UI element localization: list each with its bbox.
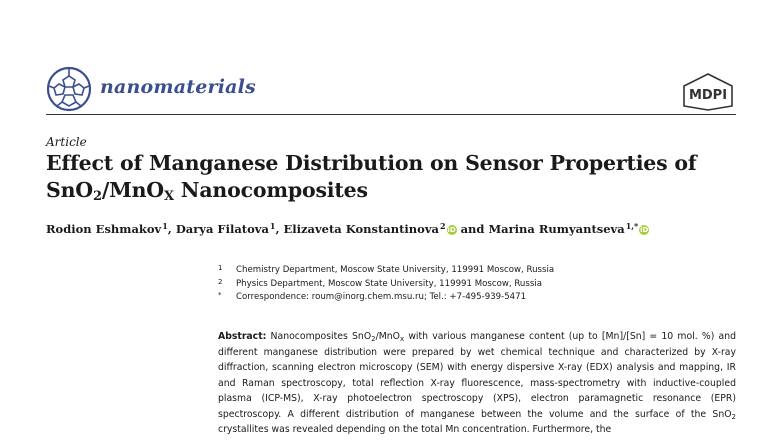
author-name[interactable]: Marina Rumyantseva — [488, 222, 625, 236]
journal-name: nanomaterials — [100, 76, 256, 98]
header-rule — [46, 114, 736, 115]
abstract: Abstract: Nanocomposites SnO$_2$/MnO$_x$ with various manganese content (up to [Mn]/[Sn] = 10 mol. %) and different manganese distribution were prepared by wet chemical technique and characterized by X-ray diffraction, scanning electron microscopy (SEM) with energy dispersive X-ray (EDX) analysis and mapping, IR and Raman spectroscopy, total reflection X-ray fluorescence, mass-spectrometry with inductive-coupled plasma (ICP-MS), X-ray photoelectron spectroscopy (XPS), electron paramagnetic resonance (EPR) spectroscopy. A different distribution of manganese between the volume and the surface of the SnO$_2$ crystallites was revealed depending on the total Mn concentration. Furthermore, the — [218, 331, 736, 435]
title-line-2: SnO$_2$/MnO$_X$ Nanocomposites — [46, 178, 368, 204]
author-name[interactable]: Elizaveta Konstantinova — [283, 222, 439, 236]
author-name[interactable]: Rodion Eshmakov — [46, 222, 162, 236]
article-title — [46, 150, 736, 210]
title-line-1: Effect of Manganese Distribution on Sensor Properties of — [46, 151, 697, 175]
mdpi-logo-icon — [680, 72, 736, 112]
orcid-icon[interactable]: iD — [447, 226, 456, 234]
mdpi-logo-text: MDPI — [688, 88, 728, 103]
nanomaterials-logo-icon — [46, 66, 92, 112]
orcid-icon[interactable]: iD — [640, 226, 649, 234]
author-list: Rodion Eshmakov$^1$, Darya Filatova$^1$, Elizaveta Konstantinova$^2$ iD and Marina Rumyantseva$^{1,*}$ iD — [46, 221, 649, 236]
abstract-label: Abstract: — [218, 331, 267, 342]
article-type: Article — [46, 135, 87, 149]
author-name[interactable]: Darya Filatova — [175, 222, 269, 236]
